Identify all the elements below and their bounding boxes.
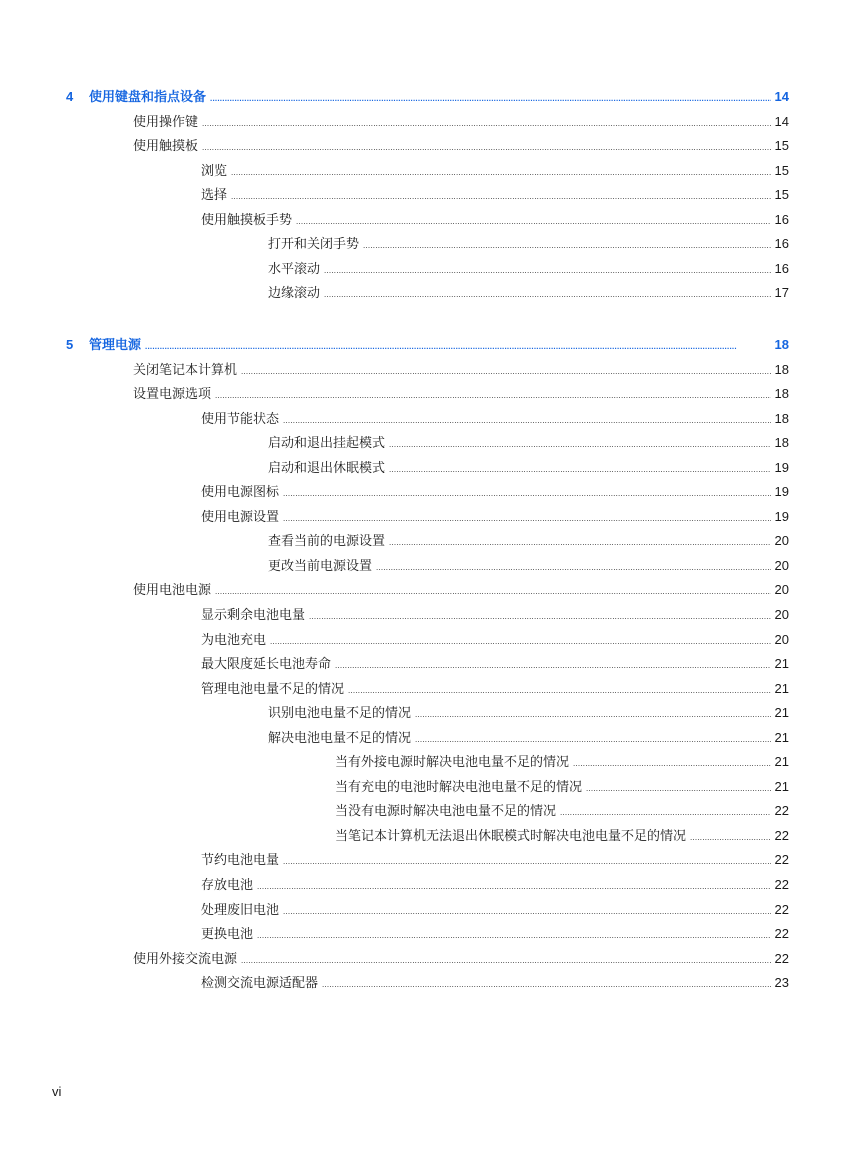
toc-entry-title: 使用节能状态 — [201, 411, 280, 426]
toc-entry-title: 使用外接交流电源 — [133, 951, 238, 966]
toc-page-number: 22 — [774, 877, 789, 892]
toc-page-number: 15 — [774, 138, 789, 153]
toc-entry[interactable] — [133, 114, 789, 130]
toc-chapter-entry[interactable] — [66, 337, 789, 353]
toc-entry[interactable] — [268, 285, 789, 301]
toc-entry-title: 选择 — [201, 187, 228, 202]
toc-dot-leader — [296, 212, 771, 230]
toc-entry[interactable] — [201, 852, 789, 868]
toc-dot-leader — [283, 411, 771, 429]
toc-dot-leader — [241, 362, 771, 380]
toc-dot-leader — [283, 484, 771, 502]
toc-page-number: 19 — [774, 509, 789, 524]
toc-page-number: 21 — [774, 730, 789, 745]
toc-entry-title: 显示剩余电池电量 — [201, 607, 306, 622]
toc-dot-leader — [202, 114, 771, 132]
toc-entry-title: 识别电池电量不足的情况 — [268, 705, 412, 720]
toc-entry-title: 最大限度延长电池寿命 — [201, 656, 332, 671]
toc-page-number: 22 — [774, 902, 789, 917]
toc-page-number: 18 — [774, 386, 789, 401]
toc-entry[interactable] — [335, 754, 789, 770]
toc-entry-title: 解决电池电量不足的情况 — [268, 730, 412, 745]
toc-entry[interactable] — [268, 533, 789, 549]
toc-dot-leader — [257, 877, 771, 895]
toc-entry-title: 使用操作键 — [133, 114, 199, 129]
toc-dot-leader — [145, 337, 771, 355]
toc-entry-title: 设置电源选项 — [133, 386, 212, 401]
toc-dot-leader — [363, 236, 771, 254]
toc-dot-leader — [415, 705, 771, 723]
toc-entry-title: 启动和退出挂起模式 — [268, 435, 386, 450]
toc-entry[interactable] — [201, 632, 789, 648]
toc-dot-leader — [560, 803, 771, 821]
toc-dot-leader — [202, 138, 771, 156]
toc-chapter-number: 4 — [66, 89, 74, 104]
toc-entry[interactable] — [201, 926, 789, 942]
toc-entry[interactable] — [201, 187, 789, 203]
toc-page-number: 19 — [774, 484, 789, 499]
toc-dot-leader — [415, 730, 771, 748]
toc-page-number: 20 — [774, 582, 789, 597]
toc-entry[interactable] — [133, 951, 789, 967]
toc-entry-title: 使用键盘和指点设备 — [89, 89, 207, 104]
toc-entry-title: 水平滚动 — [268, 261, 321, 276]
toc-page-number: 21 — [774, 681, 789, 696]
toc-entry-title: 启动和退出休眠模式 — [268, 460, 386, 475]
toc-page-number: 16 — [774, 236, 789, 251]
toc-page-number: 14 — [774, 114, 789, 129]
toc-entry-title: 当有充电的电池时解决电池电量不足的情况 — [335, 779, 583, 794]
toc-entry-title: 当笔记本计算机无法退出休眠模式时解决电池电量不足的情况 — [335, 828, 687, 843]
toc-page-number: 18 — [774, 337, 789, 352]
toc-entry[interactable] — [201, 877, 789, 893]
toc-dot-leader — [586, 779, 771, 797]
toc-entry[interactable] — [335, 803, 789, 819]
toc-entry[interactable] — [201, 681, 789, 697]
toc-entry[interactable] — [201, 975, 789, 991]
toc-entry[interactable] — [133, 362, 789, 378]
toc-page-number: 18 — [774, 435, 789, 450]
toc-dot-leader — [283, 902, 771, 920]
toc-entry-title: 查看当前的电源设置 — [268, 533, 386, 548]
toc-page-number: 20 — [774, 632, 789, 647]
toc-dot-leader — [309, 607, 771, 625]
toc-entry[interactable] — [133, 386, 789, 402]
toc-entry-title: 使用触摸板手势 — [201, 212, 293, 227]
toc-dot-leader — [257, 926, 771, 944]
toc-entry[interactable] — [268, 460, 789, 476]
toc-page-number: 17 — [774, 285, 789, 300]
toc-dot-leader — [335, 656, 771, 674]
toc-page-number: 15 — [774, 163, 789, 178]
toc-dot-leader — [389, 435, 771, 453]
toc-dot-leader — [270, 632, 771, 650]
toc-page-number: 16 — [774, 261, 789, 276]
toc-page-number: 22 — [774, 951, 789, 966]
toc-dot-leader — [348, 681, 771, 699]
toc-entry-title: 更换电池 — [201, 926, 254, 941]
toc-entry[interactable] — [335, 828, 789, 844]
toc-entry-title: 关闭笔记本计算机 — [133, 362, 238, 377]
toc-entry-title: 管理电池电量不足的情况 — [201, 681, 345, 696]
toc-entry-title: 存放电池 — [201, 877, 254, 892]
toc-entry-title: 管理电源 — [89, 337, 142, 352]
toc-chapter-entry[interactable] — [66, 89, 789, 105]
toc-dot-leader — [324, 261, 771, 279]
toc-page-number: 21 — [774, 656, 789, 671]
toc-page-number: 22 — [774, 828, 789, 843]
toc-dot-leader — [215, 386, 771, 404]
toc-entry-title: 更改当前电源设置 — [268, 558, 373, 573]
toc-entry[interactable] — [133, 582, 789, 598]
toc-entry[interactable] — [268, 435, 789, 451]
toc-entry-title: 浏览 — [201, 163, 228, 178]
toc-page-number: 18 — [774, 411, 789, 426]
toc-entry[interactable] — [268, 705, 789, 721]
toc-entry[interactable] — [201, 163, 789, 179]
toc-entry[interactable] — [201, 212, 789, 228]
toc-entry-title: 使用触摸板 — [133, 138, 199, 153]
toc-dot-leader — [210, 89, 771, 107]
toc-page-number: 22 — [774, 926, 789, 941]
toc-dot-leader — [241, 951, 771, 969]
toc-entry[interactable] — [201, 411, 789, 427]
toc-page-number: 20 — [774, 533, 789, 548]
toc-page-number: 16 — [774, 212, 789, 227]
toc-dot-leader — [573, 754, 771, 772]
toc-entry[interactable] — [268, 558, 789, 574]
toc-dot-leader — [231, 163, 771, 181]
toc-entry[interactable] — [201, 484, 789, 500]
toc-dot-leader — [389, 533, 771, 551]
toc-entry-title: 检测交流电源适配器 — [201, 975, 319, 990]
toc-entry-title: 为电池充电 — [201, 632, 267, 647]
toc-page-number: 18 — [774, 362, 789, 377]
toc-entry-title: 打开和关闭手势 — [268, 236, 360, 251]
toc-entry[interactable] — [268, 261, 789, 277]
toc-dot-leader — [231, 187, 771, 205]
toc-entry[interactable] — [268, 730, 789, 746]
toc-entry[interactable] — [201, 607, 789, 623]
toc-page-number: 14 — [774, 89, 789, 104]
toc-dot-leader — [283, 509, 771, 527]
toc-entry[interactable] — [133, 138, 789, 154]
toc-page-number: 21 — [774, 779, 789, 794]
toc-page-number: 20 — [774, 607, 789, 622]
toc-entry-title: 边缘滚动 — [268, 285, 321, 300]
toc-dot-leader — [215, 582, 771, 600]
toc-page-number: 22 — [774, 852, 789, 867]
toc-page-number: 19 — [774, 460, 789, 475]
toc-entry[interactable] — [201, 509, 789, 525]
toc-entry[interactable] — [335, 779, 789, 795]
toc-dot-leader — [283, 852, 771, 870]
toc-dot-leader — [389, 460, 771, 478]
toc-entry[interactable] — [268, 236, 789, 252]
toc-page-number: 22 — [774, 803, 789, 818]
toc-page-number: 15 — [774, 187, 789, 202]
toc-page-number: 23 — [774, 975, 789, 990]
toc-entry-title: 当有外接电源时解决电池电量不足的情况 — [335, 754, 570, 769]
toc-entry-title: 处理废旧电池 — [201, 902, 280, 917]
toc-entry-title: 当没有电源时解决电池电量不足的情况 — [335, 803, 557, 818]
toc-entry-title: 节约电池电量 — [201, 852, 280, 867]
toc-entry-title: 使用电源图标 — [201, 484, 280, 499]
toc-dot-leader — [376, 558, 771, 576]
toc-entry-title: 使用电源设置 — [201, 509, 280, 524]
toc-chapter-number: 5 — [66, 337, 74, 352]
toc-page-number: 20 — [774, 558, 789, 573]
toc-dot-leader — [322, 975, 771, 993]
page-number: vi — [52, 1084, 62, 1099]
toc-page-number: 21 — [774, 705, 789, 720]
toc-dot-leader — [324, 285, 771, 303]
toc-entry[interactable] — [201, 902, 789, 918]
toc-entry-title: 使用电池电源 — [133, 582, 212, 597]
toc-page-number: 21 — [774, 754, 789, 769]
toc-entry[interactable] — [201, 656, 789, 672]
toc-dot-leader — [690, 828, 771, 846]
